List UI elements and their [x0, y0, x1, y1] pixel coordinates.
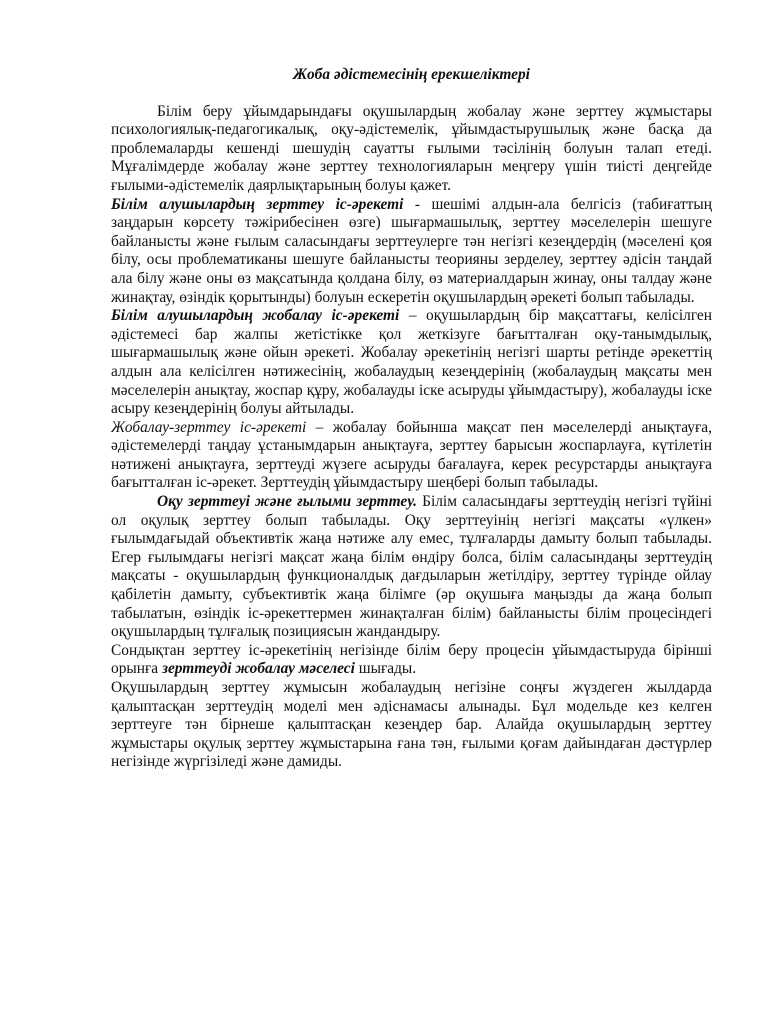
term-study-vs-science: Оқу зерттеуі және ғылыми зерттеу. [157, 493, 417, 511]
definition-research-activity: - шешімі алдын-ала белгісіз (табиғаттың заңдарын көрсету тәжірибесінен өзге) шығармашылық, зерттеу мәселелерін шешуге байланысты және ғылым саласындағы зерттеулерге тән негізгі кезеңдердің (мәселені қоя білу, осы проблематиканы шешуге байланысты теорияны зерделеу, зерттеу әдісін таңдай ала білу және оны өз мақсатында қолдана білу, өз материалдарын жинау, оны талдау және жинақтау, өзіндік қорытынды) болуын ескеретін оқушылардың әрекеті болып табылады. [111, 195, 712, 306]
document-title: Жоба әдістемесінің ерекшеліктері [293, 66, 530, 83]
definition-project-research-activity: – жобалау бойынша мақсат пен мәселелерді анықтауға, әдістемелерді таңдау ұстанымдарын анықтауға, зерттеу барысын жоспарлауға, күтілетін нәтижені анықтауға, зерттеуді жүзеге асыруды бағалауға, керек ресурстарды анықтауға бағытталған іс-әрекет. Зерттеудің ұйымдастыру шеңбері болып табылады. [111, 418, 712, 492]
text-study-vs-science: Білім саласындағы зерттеудің негізгі түйіні ол оқулық зерттеу болып табылады. Оқу зерттеуінің негізгі мақсаты «үлкен» ғылымдағыдай объективтік жаңа нәтиже алу емес, тұлғаларды дамыту болып табылады. Егер ғылымдағы негізгі мақсат жаңа білім өндіру болса, білім саласындаңы зерттеудің мақсаты - оқушылардың функционалдық дағдыларын жетілдіру, зерттеу түрінде ойлау қабілетін дамыту, субъективтік жаңа білімге (әр оқушыға маңызды да жаңа болып табылатын, өзіндік іс-әрекеттермен жинақталған білім) байланысты білім процесіндегі оқушылардың тұлғалық позициясын жандандыру. [111, 493, 712, 641]
paragraph-model [111, 679, 712, 772]
definition-project-activity: – оқушылардың бір мақсаттағы, келісілген әдістемесі бар жалпы жетістікке қол жеткізуге бағытталған оқу-танымдылық, шығармашылық және ойын әрекеті. Жобалау әрекетінің негізгі шарты ретінде әрекеттің алдын ала келісілген нәтижесінің, жобалаудың кезеңдерінің (жобалаудың мақсаты мен мәселелерін анықтау, жоспар құру, жобалауды іске асыруды ұйымдастыру), жобалауды іске асыру кезеңдерінің болуы айтылады. [111, 307, 712, 418]
term-research-design: зерттеуді жобалау мәселесі [161, 660, 355, 678]
term-project-research-activity: Жобалау-зерттеу іс-әрекеті [111, 418, 307, 436]
term-research-activity: Білім алушылардың зерттеу іс-әрекеті [111, 195, 404, 213]
text-model: Оқушылардың зерттеу жұмысын жобалаудың негізіне соңғы жүздеген жылдарда қалыптасқан зерттеудің моделі мен әдіснамасы алынады. Бұл модельде кез келген зерттеуге тән бірнеше қалыптасқан кезеңдер бар. Алайда оқушылардың зерттеу жұмыстары оқулық зерттеу жұмыстарына ғана тән, ғылыми қоғам дайындаған дәстүрлер негізінде жүргізіледі және дамиды. [111, 679, 712, 771]
term-project-activity: Білім алушылардың жобалау іс-әрекеті [111, 307, 400, 325]
paragraph-study-vs-science [111, 493, 712, 642]
paragraph-intro-text: Білім беру ұйымдарындағы оқушылардың жобалау және зерттеу жұмыстары психологиялық-педагогикалық, оқу-әдістемелік, ұйымдастырушылық және басқа да проблемаларды кешенді шешудің сауатты ғылыми тәсілінің болуын талап етеді. Мұғалімдерде жобалау және зерттеу технологияларын меңгеру үшін тиісті деңгейде ғылыми-әдістемелік даярлықтарының болуы қажет. [111, 102, 712, 194]
paragraph-project-research-activity [111, 419, 712, 493]
paragraph-research-activity [111, 196, 712, 308]
paragraph-project-activity [111, 307, 712, 419]
text-conclusion: Сондықтан зерттеу іс-әрекетінің негізінде білім беру процесін ұйымдастыруда бірінші орынға [111, 641, 712, 678]
paragraph-conclusion [111, 642, 712, 679]
text-conclusion-end: шығады. [354, 660, 417, 678]
paragraph-intro [111, 103, 712, 196]
